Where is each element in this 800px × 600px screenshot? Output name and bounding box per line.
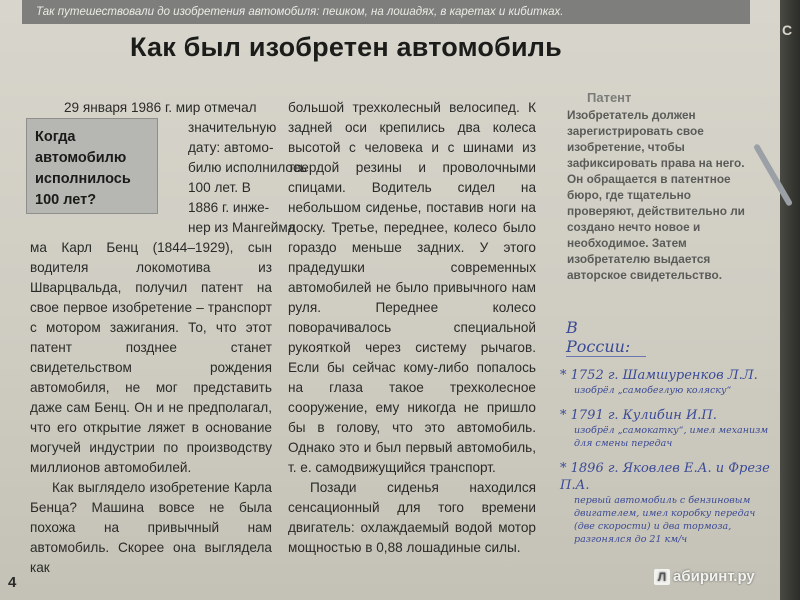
- handwritten-entry: [560, 407, 775, 450]
- entry-detail: изобрёл „самобеглую коляску“: [574, 385, 732, 396]
- sidebar-title: Патент: [587, 90, 632, 105]
- page-header-caption: Так путешествовали до изобретения автомобиля: пешком, на лошадях, в каретах и кибитках.: [22, 0, 750, 24]
- sidebar-text: Изобретатель должен зарегистрировать свое изобретение, чтобы зафиксировать права на него. Он обращается в патентное бюро, где тщательно проверяют, действительно ли создано нечто новое и необходимое. Затем изобретателю выдается авторское свидетельство.: [567, 108, 745, 282]
- question-line: исполнилось: [35, 171, 131, 187]
- handwritten-heading: В России:: [566, 318, 646, 357]
- paragraph: Как выглядело изобретение Карла Бенца? Машина вовсе не была похожа на привычный нам автомобиль. Скорее она выглядела как: [30, 480, 272, 575]
- question-line: автомобилю: [35, 150, 127, 166]
- watermark-text: абиринт.ру: [673, 568, 755, 585]
- handwritten-notes: [560, 318, 775, 546]
- handwritten-entry: [560, 460, 775, 546]
- page-title: Как был изобретен автомобиль: [130, 32, 562, 62]
- text-line: нер из Мангейма: [188, 220, 296, 235]
- text-line: дату: автомо-: [188, 140, 274, 155]
- entry-main: * 1896 г. Яковлев Е.А. и Фрезе П.А.: [560, 461, 770, 493]
- paragraph: большой трехколесный велосипед. К задней оси крепились два колеса высотой с человека и с шинами из твердой резины и проволочными спицами. Водитель сидел на небольшом сиденье, поставив ноги на доску. Третье, переднее, колесо было гораздо меньше задних. У этого прадедушки современных автомобилей не было привычного нам руля. Переднее колесо поворачивалось специальной рукояткой через систему рычагов. Если бы сейчас кому-либо попалось на глаза такое трехколесное сооружение, ему никогда не пришло бы в голову, что это автомобиль. Однако это и был первый автомобиль, т. е. самодвижущийся транспорт.: [288, 100, 536, 475]
- question-line: 100 лет?: [35, 192, 97, 208]
- paragraph: ма Карл Бенц (1844–1929), сын водителя локомотива из Шварцвальда, получил патент на свое первое изобретение – транспорт с мотором зажигания. То, что этот патент позднее станет свидетельством рождения автомобиля, не мог представить даже сам Бенц. Он и не предполагал, что его открытие ляжет в основание могучей индустрии по производству миллионов автомобилей.: [30, 240, 272, 475]
- edge-letter-icon: С: [782, 22, 793, 38]
- text-column-1: [30, 98, 307, 578]
- text-line: билю исполнилось: [188, 160, 307, 175]
- page-number: 4: [8, 574, 17, 591]
- entry-detail: изобрёл „самокатку“, имел механизм для смены передач: [574, 425, 769, 449]
- paragraph: Позади сиденья находился сенсационный для того времени двигатель: охлаждаемый водой мотор мощностью в 0,88 лошадиные силы.: [288, 480, 536, 555]
- patent-sidebar: [555, 90, 755, 283]
- text-line: 100 лет. В: [188, 180, 251, 195]
- labirint-logo-icon: Л: [654, 569, 670, 585]
- entry-detail: первый автомобиль с бензиновым двигателем, имел коробку передач (две скорости) и два тормоза, разгонялся до 21 км/ч: [574, 495, 756, 545]
- text-line: 29 января 1986 г. мир отмечал: [64, 100, 257, 115]
- watermark: [654, 568, 755, 585]
- question-line: Когда: [35, 129, 76, 145]
- entry-main: * 1791 г. Кулибин И.П.: [560, 408, 717, 423]
- handwritten-entry: [560, 367, 775, 397]
- text-line: 1886 г. инже-: [188, 200, 270, 215]
- next-page-edge: [780, 0, 800, 600]
- text-column-2: [288, 98, 536, 558]
- text-line: значительную: [188, 120, 277, 135]
- entry-main: * 1752 г. Шамшуренков Л.Л.: [560, 368, 758, 383]
